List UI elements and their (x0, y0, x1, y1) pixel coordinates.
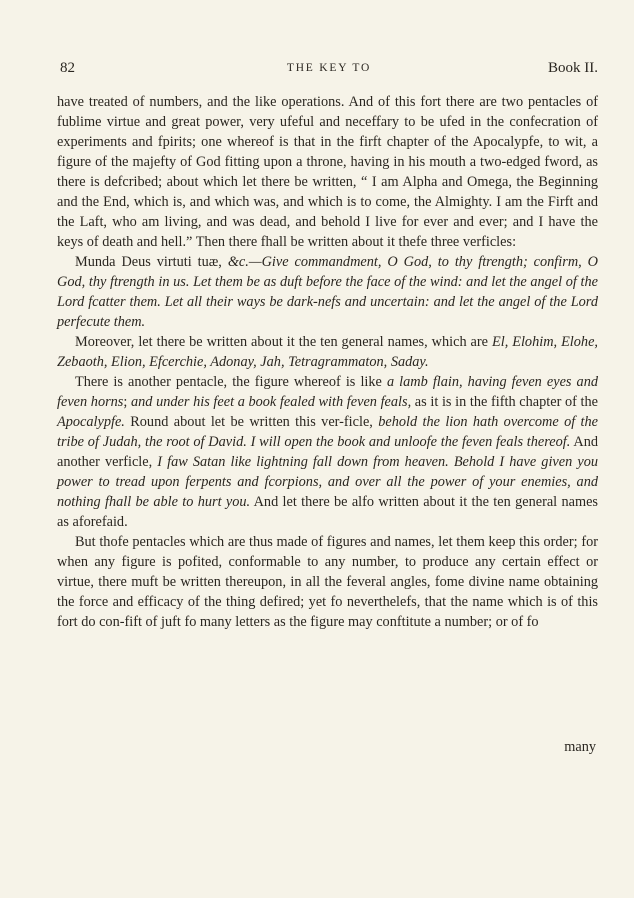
page-number: 82 (60, 60, 75, 76)
text-run: But thofe pentacles which are thus made of figures and names, let them keep this order; for when any figure is pofited, conformable to any number, to produce any certain effect or virtue, there muft be written thereupon, in all the feveral angles, fome divine name obtaining the force and efficacy of the thing defired; yet fo neverthelefs, that the name which is of this fort do con-fift of juft fo many letters as the figure may conftitute a number; or of fo (57, 534, 598, 630)
paragraph (57, 532, 598, 632)
italic-text: El, Elohim, Elohe, Zebaoth, Elion, Efcerchie, Adonay, Jah, Tetragrammaton, Saday. (57, 334, 598, 370)
italic-text: Apocalypfe. (57, 414, 125, 430)
text-run: Munda Deus virtuti tuæ, (75, 254, 228, 270)
italic-text: behold the lion hath overcome of the tribe of Judah, the root of David. I will open the book and unloofe the feven feals thereof. (57, 414, 599, 450)
italic-text: &c.—Give commandment, O God, to thy ftrength; confirm, O God, thy ftrength in us. Let them be as duft before the face of the wind: and let the angel of the Lord fcatter them. Let all their ways be dark-nefs and uncertain: and let the angel of the Lord perfecute them. (57, 254, 598, 330)
page-header (60, 60, 598, 82)
paragraph (57, 252, 598, 332)
text-run: ; (123, 394, 131, 410)
text-run: as it is in the fifth chapter of the (411, 394, 598, 410)
italic-text: and under his feet a book fealed with feven feals, (131, 394, 412, 410)
text-run: And let there be alfo written about it the ten general names as aforefaid. (57, 494, 598, 530)
text-run: have treated of numbers, and the like operations. And of this fort there are two pentacles of fublime virtue and great power, very ufeful and neceffary to be ufed in the confecration of experiments and fpirits; one whereof is that in the firft chapter of the Apocalypfe, to wit, a figure of the majefty of God fitting upon a throne, having in his mouth a two-edged fword, as there is defcribed; about which let there be written, “ I am Alpha and Omega, the Beginning and the End, which is, and which was, and which is to come, the Almighty. I am the Firft and the Laft, who am living, and was dead, and behold I live for ever and ever; and I have the keys of death and hell.” Then there fhall be written about it thefe three verficles: (57, 94, 598, 250)
paragraph (57, 92, 598, 252)
book-reference: Book II. (548, 60, 598, 76)
text-run: There is another pentacle, the figure whereof is like (75, 374, 387, 390)
body-text (57, 92, 598, 632)
catchword: many (564, 739, 596, 755)
italic-text: I faw Satan like lightning fall down from heaven. Behold I have given you power to tread upon ferpents and fcorpions, and over all the power of your enemies, and nothing fhall be able to hurt you. (57, 454, 598, 510)
italic-text: a lamb flain, having feven eyes and feven horns (57, 374, 598, 410)
text-run: Moreover, let there be written about it the ten general names, which are (75, 334, 492, 350)
text-run: And another verficle, (57, 434, 598, 470)
paragraph (57, 332, 598, 372)
text-run: Round about let be written this ver-ficle, (124, 414, 379, 430)
paragraph (57, 372, 598, 532)
running-title: THE KEY TO (286, 62, 372, 74)
